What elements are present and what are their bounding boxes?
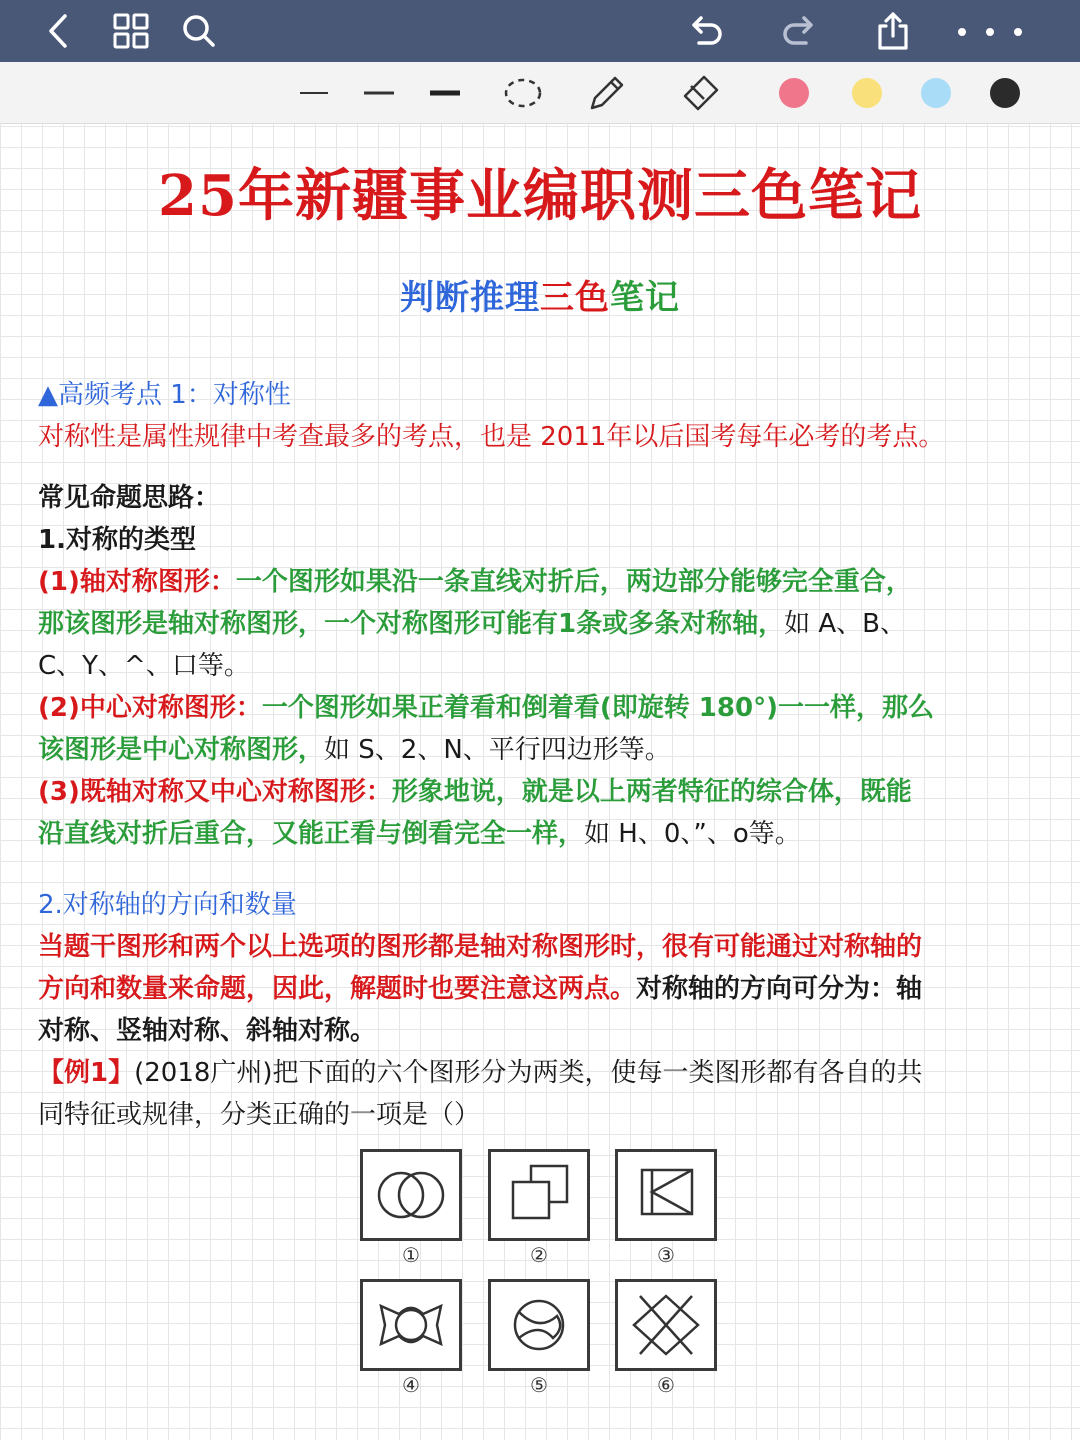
lasso-icon[interactable]	[502, 72, 544, 114]
both-symmetry-examples: 如 H、0、”、o等。	[584, 819, 801, 849]
section-2-red-line-2: 方向和数量来命题，因此，解题时也要注意这两点。	[38, 974, 637, 1004]
example-1-text-a: (2018广州)把下面的六个图形分为两类，使每一类图形都有各自的共	[134, 1058, 923, 1088]
drawing-toolbar	[0, 62, 1080, 124]
figure-5-label: ⑤	[530, 1373, 548, 1397]
figure-1-label: ①	[402, 1243, 420, 1267]
figure-6-label: ⑥	[657, 1373, 675, 1397]
share-icon[interactable]	[872, 10, 914, 52]
example-1-line-1	[38, 1052, 1048, 1094]
color-swatch-yellow[interactable]	[852, 78, 882, 108]
section-2-heading: 2.对称轴的方向和数量	[38, 890, 297, 920]
grid-icon[interactable]	[110, 10, 152, 52]
figure-5-circle-with-loop	[488, 1279, 590, 1371]
central-symmetry-examples: 如 S、2、N、平行四边形等。	[324, 735, 671, 765]
subtitle-part-3: 笔记	[610, 278, 680, 318]
color-swatch-pink[interactable]	[779, 78, 809, 108]
back-icon[interactable]	[38, 10, 80, 52]
subtitle-part-1: 判断推理	[400, 278, 540, 318]
central-symmetry-text-a: 一个图形如果正着看和倒着看(即旋转 180°)一一样，那么	[261, 693, 934, 723]
axial-symmetry-label: (1)轴对称图形：	[38, 567, 236, 597]
central-symmetry-text-b: 该图形是中心对称图形，	[38, 735, 325, 765]
more-icon[interactable]	[952, 10, 1032, 52]
figure-4-label: ④	[402, 1373, 420, 1397]
paragraph-both-symmetry-line-2	[38, 813, 1048, 855]
page-subtitle	[0, 270, 1080, 319]
top-navigation-bar	[0, 0, 1080, 62]
axial-symmetry-text-b: 那该图形是轴对称图形，一个对称图形可能有1条或多条对称轴，	[38, 609, 785, 639]
section-1-heading: ▲高频考点 1：对称性	[38, 380, 291, 410]
figure-2-label: ②	[530, 1243, 548, 1267]
section-1-intro: 对称性是属性规律中考查最多的考点，也是 2011年以后国考每年必考的考点。	[38, 422, 945, 452]
search-icon[interactable]	[178, 10, 220, 52]
paragraph-central-symmetry-line-2	[38, 729, 1048, 771]
axis-direction-text-b: 对称、竖轴对称、斜轴对称。	[38, 1016, 377, 1046]
color-swatch-light-blue[interactable]	[921, 78, 951, 108]
example-1-label: 【例1】	[38, 1058, 135, 1088]
pen-icon[interactable]	[586, 72, 628, 114]
axis-direction-text-a: 对称轴的方向可分为：轴	[636, 974, 923, 1004]
paragraph-central-symmetry	[38, 687, 1048, 729]
central-symmetry-label: (2)中心对称图形：	[38, 693, 262, 723]
paragraph-axial-symmetry-line-2	[38, 603, 1048, 645]
common-ideas-heading: 常见命题思路：	[38, 483, 221, 513]
medium-line-icon[interactable]	[362, 72, 396, 114]
paragraph-both-symmetry	[38, 771, 1048, 813]
axial-symmetry-examples-a: 如 A、B、	[784, 609, 906, 639]
figure-3-square-with-arrow	[615, 1149, 717, 1241]
paragraph-axial-symmetry	[38, 561, 1048, 603]
figure-2-overlapping-squares	[488, 1149, 590, 1241]
undo-icon[interactable]	[685, 10, 727, 52]
axial-symmetry-examples-b: C、Y、^、口等。	[38, 651, 250, 681]
figure-6-crossed-diamond	[615, 1279, 717, 1371]
eraser-icon[interactable]	[680, 72, 722, 114]
section-2-red-line-1: 当题干图形和两个以上选项的图形都是轴对称图形时，很有可能通过对称轴的	[38, 932, 923, 962]
thin-line-icon[interactable]	[298, 72, 330, 114]
axial-symmetry-text-a: 一个图形如果沿一条直线对折后，两边部分能够完全重合，	[235, 567, 912, 597]
both-symmetry-text-a: 形象地说，就是以上两者特征的综合体，既能	[391, 777, 912, 807]
figure-4-candy-shape	[360, 1279, 462, 1371]
both-symmetry-text-b: 沿直线对折后重合，又能正看与倒看完全一样，	[38, 819, 585, 849]
both-symmetry-label: (3)既轴对称又中心对称图形：	[38, 777, 392, 807]
color-swatch-black[interactable]	[990, 78, 1020, 108]
figure-1-overlapping-circles	[360, 1149, 462, 1241]
symmetry-types-heading: 1.对称的类型	[38, 525, 196, 555]
thick-line-icon[interactable]	[428, 72, 462, 114]
section-2-line-2	[38, 968, 1048, 1010]
redo-icon[interactable]	[778, 10, 820, 52]
page-title: 25年新疆事业编职测三色笔记	[158, 163, 922, 229]
subtitle-part-2: 三色	[540, 278, 610, 318]
example-1-text-b: 同特征或规律，分类正确的一项是（）	[38, 1100, 481, 1130]
example-figures	[355, 1145, 725, 1410]
figure-3-label: ③	[657, 1243, 675, 1267]
